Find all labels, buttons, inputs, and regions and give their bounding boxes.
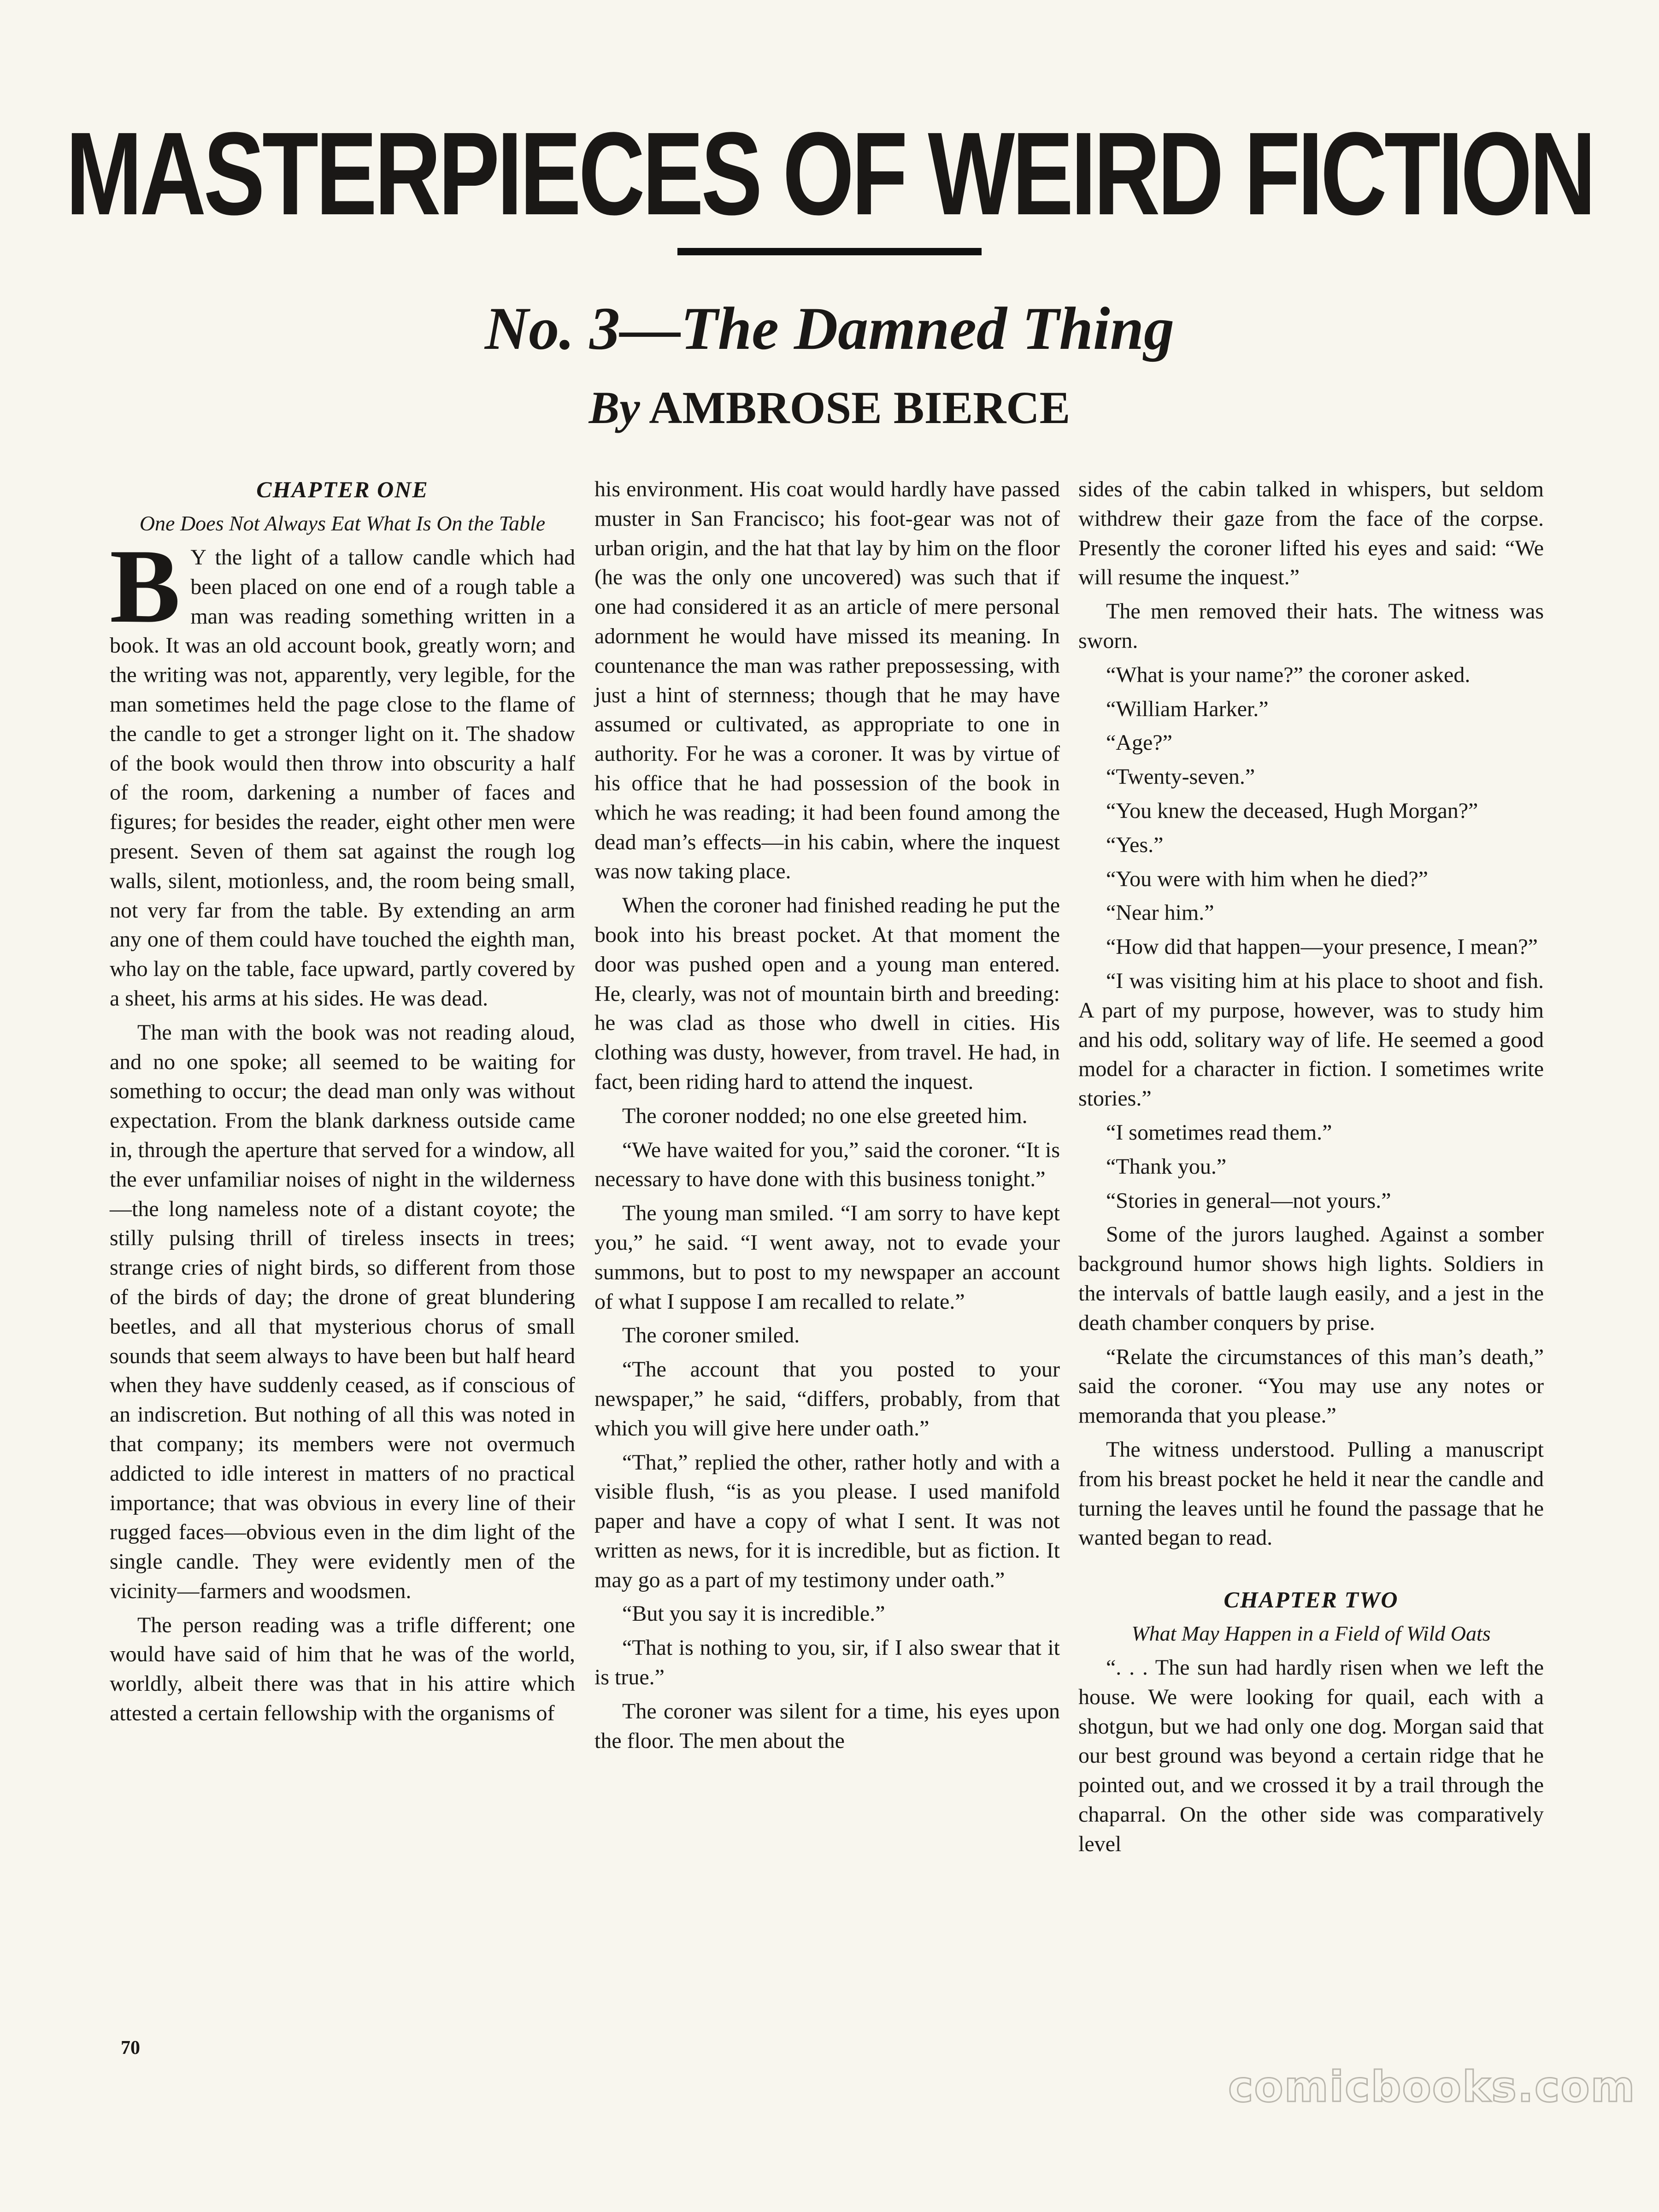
paragraph: “You knew the deceased, Hugh Morgan?” <box>1106 798 1478 823</box>
byline-by: By <box>588 382 640 433</box>
paragraph: The coroner was silent for a time, his eyes upon the floor. The men about the <box>594 1699 1060 1753</box>
paragraph: The young man smiled. “I am sorry to have kept you,” he said. “I went away, not to evade your summons, but to post to my newspaper an account of what I suppose I am recalled to relate.” <box>594 1201 1060 1314</box>
paragraph: his environment. His coat would hardly have passed muster in San Francisco; his foot-gear was not of urban origin, and the hat that lay by him on the floor (he was the only one uncovered) was such that if one had considered it as an article of mere personal adornment he would have missed its meaning. In countenance the man was rather prepossessing, with just a hint of sternness; though that he may have assumed or cultivated, as appropriate to one in authority. For he was a coroner. It was by virtue of his office that he had possession of the book in which he was reading; it had been found among the dead man’s effects—in his cabin, where the inquest was now taking place. <box>594 477 1060 884</box>
masthead-title: MASTERPIECES OF WEIRD FICTION <box>65 108 1594 240</box>
paragraph: “That is nothing to you, sir, if I also swear that it is true.” <box>594 1635 1060 1690</box>
paragraph: “Yes.” <box>1106 832 1164 857</box>
paragraph: “. . . The sun had hardly risen when we left the house. We were looking for quail, each with a shotgun, but we had only one dog. Morgan said that our best ground was beyond a certain ridge that he pointed out, and we crossed it by a trail through the chaparral. On the other side was comparatively level <box>1078 1655 1544 1856</box>
watermark-logo: comicbooks.com <box>1228 2062 1636 2112</box>
text-column-2 <box>594 475 1060 1755</box>
byline-author: AMBROSE BIERCE <box>649 382 1071 433</box>
chapter-two-subtitle: What May Happen in a Field of Wild Oats <box>1131 1622 1491 1646</box>
paragraph: “William Harker.” <box>1106 696 1269 721</box>
paragraph: Some of the jurors laughed. Against a somber background humor shows high lights. Soldiers in the intervals of battle laugh easily, and a jest in the death chamber conquers by prise. <box>1078 1222 1544 1335</box>
paragraph: “The account that you posted to your newspaper,” he said, “differs, probably, from that which you will give here under oath.” <box>594 1357 1060 1441</box>
drop-cap: B <box>110 527 181 645</box>
paragraph: “Relate the circumstances of this man’s death,” said the coroner. “You may use any notes or memoranda that you please.” <box>1078 1344 1544 1428</box>
chapter-two-heading: CHAPTER TWO <box>1224 1587 1399 1613</box>
paragraph: The men removed their hats. The witness was sworn. <box>1078 599 1544 653</box>
paragraph: “You were with him when he died?” <box>1106 866 1428 891</box>
story-title: No. 3—The Damned Thing <box>484 294 1175 362</box>
paragraph: “Near him.” <box>1106 900 1214 925</box>
paragraph <box>110 527 575 1013</box>
chapter-one-subtitle: One Does Not Always Eat What Is On the Table <box>139 512 546 535</box>
paragraph: sides of the cabin talked in whispers, but seldom withdrew their gaze from the face of the corpse. Presently the coroner lifted his eyes and said: “We will resume the inquest.” <box>1078 477 1544 590</box>
paragraph: “That,” replied the other, rather hotly and with a visible flush, “is as you please. I used manifold paper and have a copy of what I sent. It was not written as news, for it is incredible, but as fiction. It may go as a part of my testimony under oath.” <box>594 1450 1060 1592</box>
paragraph: “Age?” <box>1106 730 1172 755</box>
paragraph-text: Y the light of a tallow candle which had been placed on one end of a rough table a man was reading something written in a book. It was an old account book, greatly worn; and the writing was not, apparently, very legible, for the man sometimes held the page close to the flame of the candle to get a stronger light on it. The shadow of the book would then throw into obscurity a half of the room, darkening a number of faces and figures; for besides the reader, eight other men were present. Seven of them sat against the rough log walls, silent, motionless, and, the room being small, not very far from the table. By extending an arm any one of them could have touched the eighth man, who lay on the table, face upward, partly covered by a sheet, his arms at his sides. He was dead. <box>110 545 575 1011</box>
page-number: 70 <box>121 2037 140 2059</box>
chapter-one-heading: CHAPTER ONE <box>256 477 429 502</box>
paragraph: The man with the book was not reading aloud, and no one spoke; all seemed to be waiting for something to occur; the dead man only was without expectation. From the blank darkness outside came in, through the aperture that served for a window, all the ever unfamiliar noises of night in the wilderness—the long nameless note of a distant coyote; the stilly pulsing thrill of tireless insects in trees; strange cries of night birds, so different from those of the birds of day; the drone of great blundering beetles, and all that mysterious chorus of small sounds that seem always to have been but half heard when they have suddenly ceased, as if conscious of an indiscretion. But nothing of all this was noted in that company; its members were not overmuch addicted to idle interest in matters of no practical importance; that was obvious in every line of their rugged faces—obvious even in the dim light of the single candle. They were evidently men of the vicinity—farmers and woodsmen. <box>110 1020 575 1603</box>
paragraph: “How did that happen—your presence, I mean?” <box>1106 935 1538 959</box>
paragraph: When the coroner had finished reading he put the book into his breast pocket. At that moment the door was pushed open and a young man entered. He, clearly, was not of mountain birth and breeding: he was clad as those who dwell in cities. His clothing was dusty, however, from travel. He had, in fact, been riding hard to attend the inquest. <box>594 893 1060 1094</box>
paragraph: The coroner nodded; no one else greeted him. <box>622 1103 1028 1128</box>
paragraph: The witness understood. Pulling a manuscript from his breast pocket he held it near the candle and turning the leaves until he found the passage that he wanted began to read. <box>1078 1437 1544 1550</box>
paragraph: “I sometimes read them.” <box>1106 1120 1332 1145</box>
title-rule <box>677 248 982 255</box>
paragraph: “What is your name?” the coroner asked. <box>1106 662 1471 687</box>
paragraph: “Twenty-seven.” <box>1106 765 1255 789</box>
paragraph: “Stories in general—not yours.” <box>1106 1188 1391 1213</box>
text-column-3 <box>1078 475 1544 1859</box>
paragraph: The coroner smiled. <box>622 1323 800 1348</box>
text-column-1 <box>110 475 575 1728</box>
paragraph: “But you say it is incredible.” <box>622 1601 885 1626</box>
paragraph: “I was visiting him at his place to shoot and fish. A part of my purpose, however, was to study him and his odd, solitary way of life. He seemed a good model for a character in fiction. I sometimes write stories.” <box>1078 968 1544 1111</box>
byline <box>0 382 1659 433</box>
paragraph: The person reading was a trifle different; one would have said of him that he was of the world, worldly, albeit there was that in his attire which attested a certain fellowship with the organisms of <box>110 1612 575 1726</box>
paragraph: “Thank you.” <box>1106 1154 1227 1179</box>
paragraph: “We have waited for you,” said the coroner. “It is necessary to have done with this business tonight.” <box>594 1137 1060 1192</box>
